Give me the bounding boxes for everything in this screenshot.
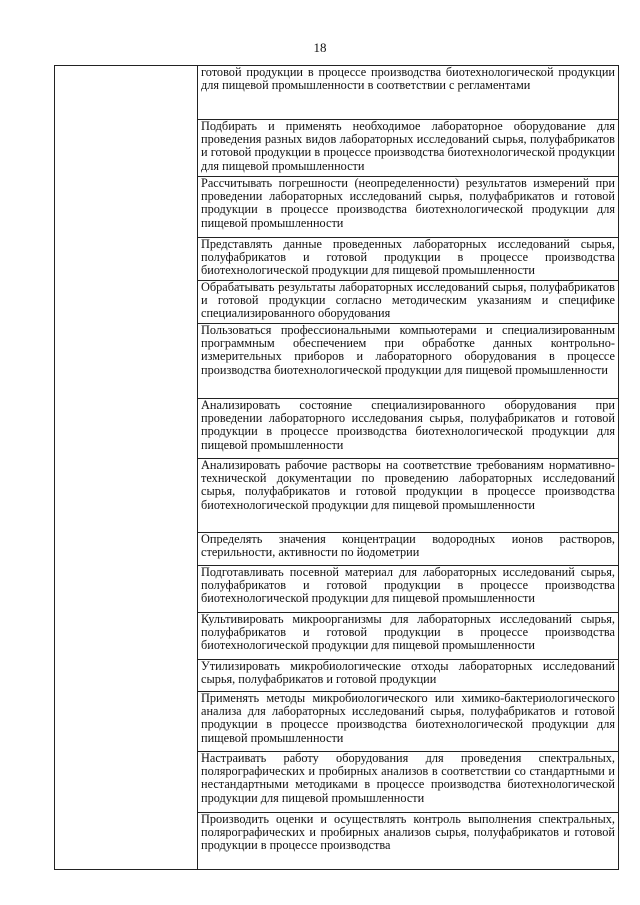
table-cell bbox=[198, 177, 619, 238]
skill-text: Применять методы микробиологического или химико-бактериологического анализа для лабораторных исследований сырья, полуфабрикатов и готовой продукции в процессе производства биотехнологической продукции для пищевой промышленности bbox=[201, 691, 615, 745]
table-cell bbox=[198, 533, 619, 566]
skill-text: Подбирать и применять необходимое лабораторное оборудование для проведения разных видов лабораторных исследований сырья, полуфабрикатов и готовой продукции в процессе производства биотехнологической продукции для пищевой промышленности bbox=[201, 119, 615, 173]
skill-text: Анализировать рабочие растворы на соответствие требованиям нормативно-технической документации по проведению лабораторных исследований сырья, полуфабрикатов и готовой продукции в процессе производства биотехнологической продукции для пищевой промышленности bbox=[201, 458, 615, 512]
table-cell bbox=[198, 399, 619, 459]
table-cell bbox=[198, 752, 619, 813]
skill-text: готовой продукции в процессе производства биотехнологической продукции для пищевой промышленности в соответствии с регламентами bbox=[201, 65, 615, 93]
skill-text: Утилизировать микробиологические отходы лабораторных исследований сырья, полуфабрикатов и готовой продукции bbox=[201, 659, 615, 687]
skill-text: Пользоваться профессиональными компьютерами и специализированным программным обеспечением при обработке данных контрольно-измерительных приборов и лабораторного оборудования в процессе производства биотехнологической продукции для пищевой промышленности bbox=[201, 323, 615, 377]
skill-text: Обрабатывать результаты лабораторных исследований сырья, полуфабрикатов и готовой продукции согласно методическим указаниям и специфике специализированного оборудования bbox=[201, 280, 615, 321]
table-cell bbox=[198, 459, 619, 533]
skill-text: Анализировать состояние специализированного оборудования при проведении лабораторного исследования сырья, полуфабрикатов и готовой продукции в процессе производства биотехнологической продукции для пищевой промышленности bbox=[201, 398, 615, 452]
table-cell bbox=[198, 613, 619, 660]
skill-text: Рассчитывать погрешности (неопределенности) результатов измерений при проведении лабораторных исследований сырья, полуфабрикатов и готовой продукции в процессе производства биотехнологической продукции для пищевой промышленности bbox=[201, 176, 615, 230]
table-cell bbox=[198, 66, 619, 120]
left-empty-column bbox=[55, 66, 198, 870]
skill-text: Представлять данные проведенных лабораторных исследований сырья, полуфабрикатов и готовой продукции в процессе производства биотехнологической продукции для пищевой промышленности bbox=[201, 237, 615, 278]
table-cell bbox=[198, 660, 619, 692]
table-cell bbox=[198, 238, 619, 281]
table-cell bbox=[198, 324, 619, 399]
skill-text: Настраивать работу оборудования для проведения спектральных, полярографических и пробирных анализов в соответствии со стандартными и нестандартными методиками в процессе производства биотехнологической продукции для пищевой промышленности bbox=[201, 751, 615, 805]
table-cell bbox=[198, 813, 619, 870]
page-number: 18 bbox=[313, 40, 327, 55]
table-row bbox=[55, 66, 619, 120]
skills-table bbox=[54, 65, 619, 870]
table-cell bbox=[198, 281, 619, 324]
skill-text: Культивировать микроорганизмы для лабораторных исследований сырья, полуфабрикатов и готовой продукции в процессе производства биотехнологической продукции для пищевой промышленности bbox=[201, 612, 615, 653]
table-cell bbox=[198, 566, 619, 613]
skill-text: Производить оценки и осуществлять контроль выполнения спектральных, полярографических и пробирных анализов сырья, полуфабрикатов и готовой продукции в процессе производства bbox=[201, 812, 615, 853]
skill-text: Определять значения концентрации водородных ионов растворов, стерильности, активности по йодометрии bbox=[201, 532, 615, 560]
table-cell bbox=[198, 120, 619, 177]
table-cell bbox=[198, 692, 619, 752]
skill-text: Подготавливать посевной материал для лабораторных исследований сырья, полуфабрикатов и готовой продукции в процессе производства биотехнологической продукции для пищевой промышленности bbox=[201, 565, 615, 606]
